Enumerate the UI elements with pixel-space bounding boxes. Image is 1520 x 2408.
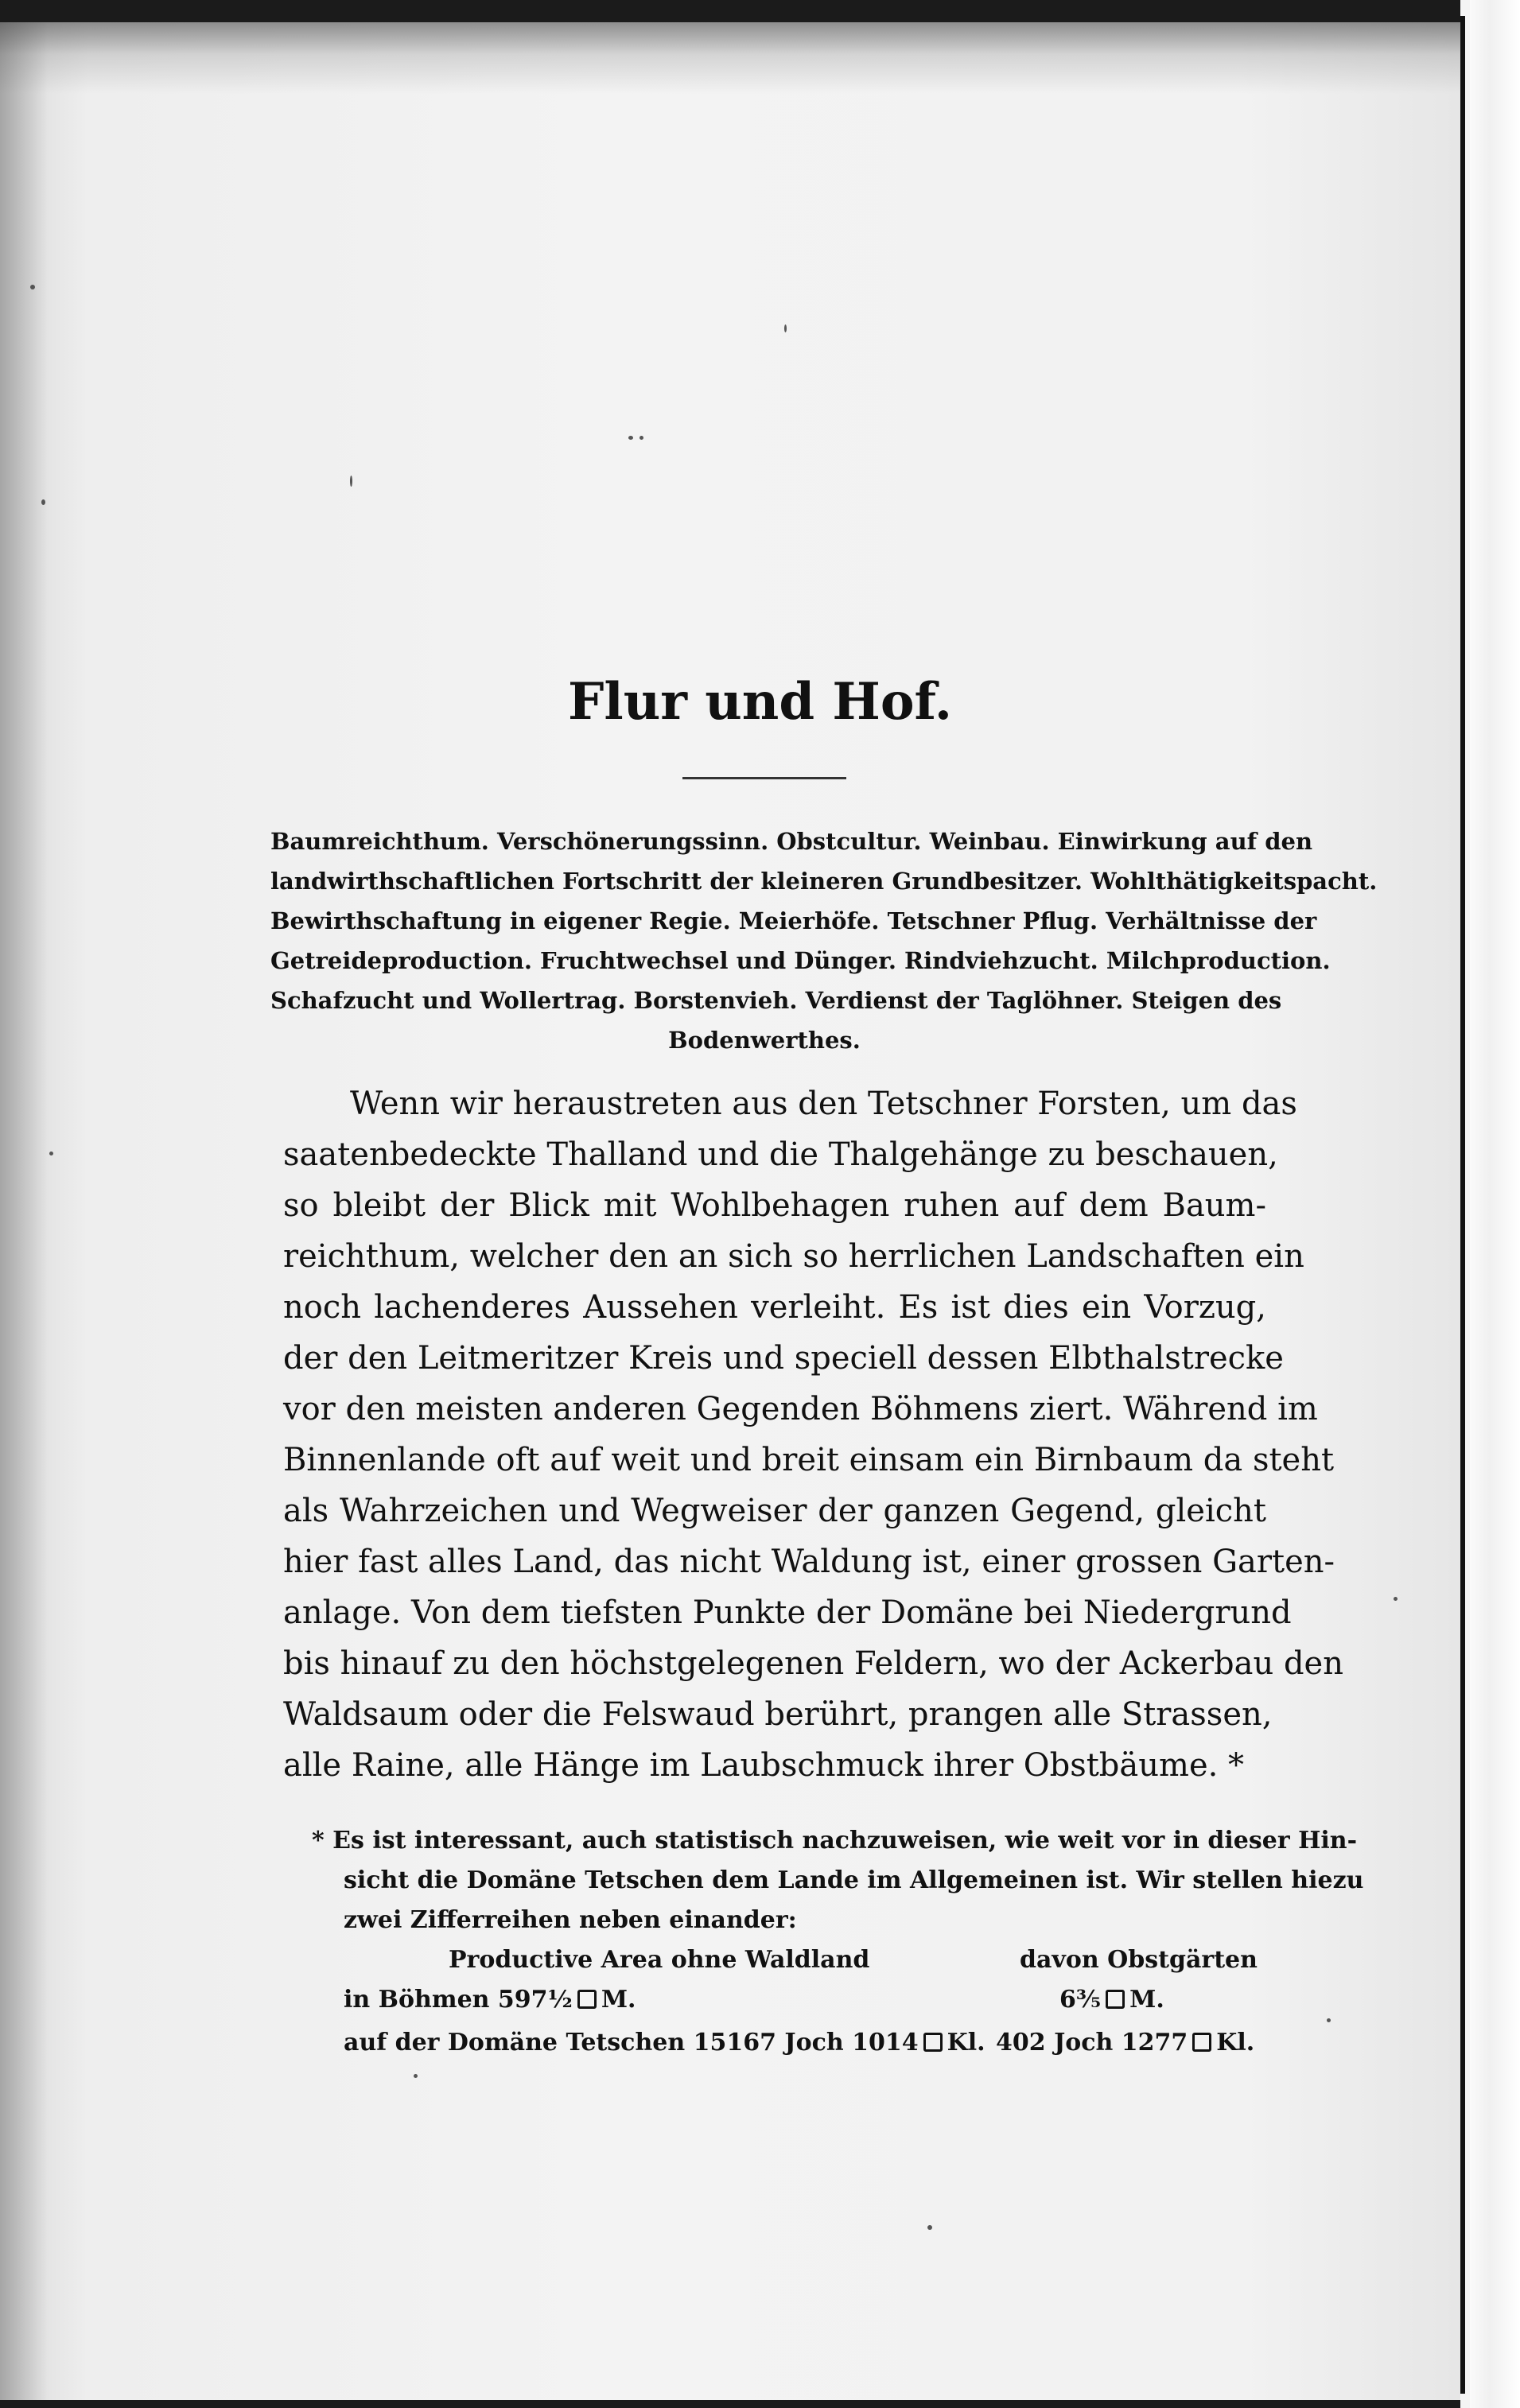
body-line: hier fast alles Land, das nicht Waldung ist, einer grossen Garten- xyxy=(283,1544,1335,1580)
dust-speck xyxy=(350,476,352,487)
body-line: alle Raine, alle Hänge im Laubschmuck ihrer Obstbäume. * xyxy=(283,1747,1245,1784)
footnote-line: sicht die Domäne Tetschen dem Lande im Allgemeinen ist. Wir stellen hiezu xyxy=(344,1866,1364,1894)
area-value: auf der Domäne Tetschen 15167 Joch 1014 xyxy=(344,2029,919,2057)
dust-speck xyxy=(49,1152,53,1155)
footnote-line: zwei Zifferreihen neben einander: xyxy=(344,1906,797,1934)
orchards-unit: Kl. xyxy=(1216,2029,1255,2057)
body-line: der den Leitmeritzer Kreis und speciell dessen Elbthalstrecke xyxy=(283,1340,1284,1377)
dust-speck xyxy=(927,2225,932,2230)
table-row xyxy=(312,1980,1266,2023)
area-unit: Kl. xyxy=(947,2029,985,2057)
body-line: Binnenlande oft auf weit und breit einsam ein Birnbaum da steht xyxy=(283,1442,1335,1478)
summary-line: Bodenwerthes. xyxy=(668,1027,861,1054)
title-divider xyxy=(682,777,846,779)
table-cell-area xyxy=(344,2023,985,2063)
square-symbol-icon xyxy=(1192,2033,1211,2052)
body-line: noch lachenderes Aussehen verleiht. Es ist dies ein Vorzug, xyxy=(283,1289,1266,1326)
square-symbol-icon xyxy=(577,1990,597,2009)
table-header-area: Productive Area ohne Waldland xyxy=(449,1946,870,1974)
footnote-line: * Es ist interessant, auch statistisch nachzuweisen, wie weit vor in dieser Hin- xyxy=(312,1827,1358,1855)
body-line: anlage. Von dem tiefsten Punkte der Domäne bei Niedergrund xyxy=(283,1594,1292,1631)
dust-speck xyxy=(1327,2018,1331,2022)
summary-line: Baumreichthum. Verschönerungssinn. Obstcultur. Weinbau. Einwirkung auf den xyxy=(270,828,1313,855)
body-line: Wenn wir heraustreten aus den Tetschner Forsten, um das xyxy=(350,1086,1297,1122)
footnote-table-header xyxy=(312,1940,1266,1980)
body-line: vor den meisten anderen Gegenden Böhmens ziert. Während im xyxy=(283,1391,1318,1427)
body-line: saatenbedeckte Thalland und die Thalgehänge zu beschauen, xyxy=(283,1136,1278,1173)
orchards-unit: M. xyxy=(1129,1986,1164,2014)
summary-line: Getreideproduction. Fruchtwechsel und Dünger. Rindviehzucht. Milchproduction. xyxy=(270,947,1331,974)
square-symbol-icon xyxy=(1106,1990,1125,2009)
dust-speck xyxy=(41,499,45,505)
page-title: Flur und Hof. xyxy=(567,672,953,732)
body-line: so bleibt der Blick mit Wohlbehagen ruhen auf dem Baum- xyxy=(283,1187,1266,1224)
summary-line: Schafzucht und Wollertrag. Borstenvieh. Verdienst der Taglöhner. Steigen des xyxy=(270,987,1282,1014)
body-line: reichthum, welcher den an sich so herrlichen Landschaften ein xyxy=(283,1238,1304,1275)
summary-line: Bewirthschaftung in eigener Regie. Meierhöfe. Tetschner Pflug. Verhältnisse der xyxy=(270,907,1317,934)
dust-speck xyxy=(639,436,643,440)
dust-speck xyxy=(1394,1597,1398,1601)
orchards-value: 6³⁄₅ xyxy=(1059,1986,1102,2014)
footnote xyxy=(312,1821,1364,2066)
body-line: Waldsaum oder die Felswaud berührt, prangen alle Strassen, xyxy=(283,1696,1273,1733)
dust-speck xyxy=(30,285,35,289)
body-paragraph xyxy=(283,1078,1343,1791)
body-line: als Wahrzeichen und Wegweiser der ganzen Gegend, gleicht xyxy=(283,1493,1266,1529)
binding-edge-shade xyxy=(1470,0,1520,2408)
area-unit: M. xyxy=(601,1986,636,2014)
body-line: bis hinauf zu den höchstgelegenen Feldern, wo der Ackerbau den xyxy=(283,1645,1343,1682)
table-cell-orchards xyxy=(1059,1980,1164,2020)
chapter-summary xyxy=(270,821,1378,1060)
square-symbol-icon xyxy=(923,2033,943,2052)
table-cell-area xyxy=(344,1980,636,2020)
area-value: in Böhmen 597½ xyxy=(344,1986,573,2014)
table-cell-orchards xyxy=(996,2023,1254,2063)
table-row xyxy=(312,2023,1266,2066)
dust-speck xyxy=(628,436,633,440)
binding-edge-line xyxy=(1460,16,1465,2394)
orchards-value: 402 Joch 1277 xyxy=(996,2029,1188,2057)
summary-line: landwirthschaftlichen Fortschritt der kleineren Grundbesitzer. Wohlthätigkeitspacht. xyxy=(270,868,1378,895)
dust-speck xyxy=(784,324,787,332)
dust-speck xyxy=(414,2074,418,2078)
table-header-orchards: davon Obstgärten xyxy=(1020,1946,1258,1974)
